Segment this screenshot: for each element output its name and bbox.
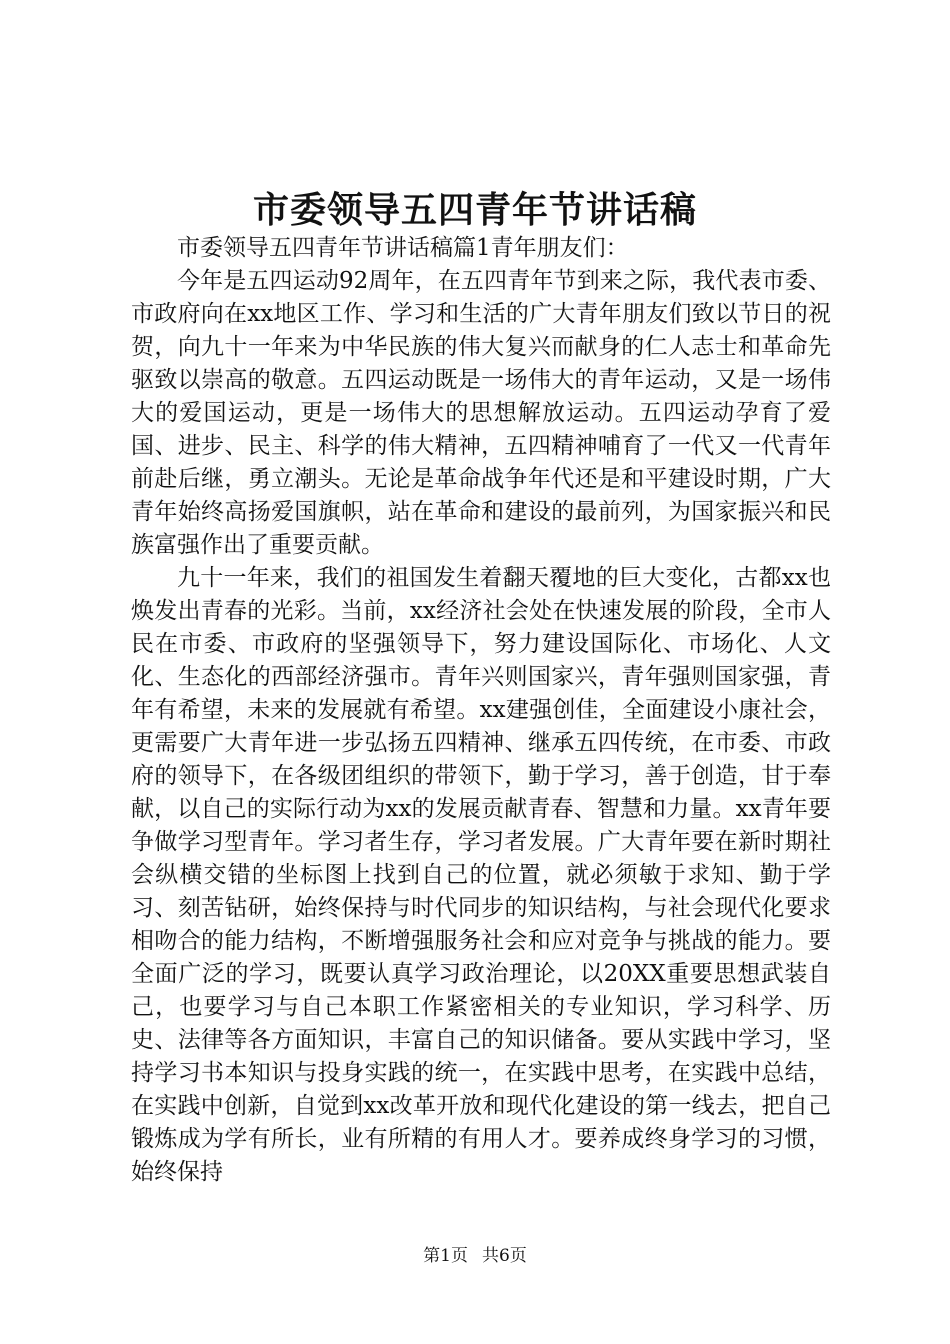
- paragraph-salutation: 市委领导五四青年节讲话稿篇1青年朋友们：: [177, 235, 629, 261]
- page-footer: [0, 1244, 950, 1268]
- document-body: [131, 232, 831, 1189]
- document-title: 市委领导五四青年节讲话稿: [252, 189, 697, 231]
- paragraph-1: 今年是五四运动92周年，在五四青年节到来之际，我代表市委、市政府向在xx地区工作、学习和生活的广大青年朋友们致以节日的祝贺，向九十一年来为中华民族的伟大复兴而献身的仁人志士和革命先驱致以崇高的敬意。五四运动既是一场伟大的青年运动，又是一场伟大的爱国运动，更是一场伟大的思想解放运动。五四运动孕育了爱国、进步、民主、科学的伟大精神，五四精神哺育了一代又一代青年前赴后继，勇立潮头。无论是革命战争年代还是和平建设时期，广大青年始终高扬爱国旗帜，站在革命和建设的最前列，为国家振兴和民族富强作出了重要贡献。: [131, 268, 831, 558]
- page-number-total: 共6页: [482, 1246, 527, 1266]
- paragraph-2: 九十一年来，我们的祖国发生着翻天覆地的巨大变化，古都xx也焕发出青春的光彩。当前，xx经济社会处在快速发展的阶段，全市人民在市委、市政府的坚强领导下，努力建设国际化、市场化、人文化、生态化的西部经济强市。青年兴则国家兴，青年强则国家强，青年有希望，未来的发展就有希望。xx建强创佳，全面建设小康社会，更需要广大青年进一步弘扬五四精神、继承五四传统，在市委、市政府的领导下，在各级团组织的带领下，勤于学习，善于创造，甘于奉献，以自己的实际行动为xx的发展贡献青春、智慧和力量。xx青年要争做学习型青年。学习者生存，学习者发展。广大青年要在新时期社会纵横交错的坐标图上找到自己的位置，就必须敏于求知、勤于学习、刻苦钻研，始终保持与时代同步的知识结构，与社会现代化要求相吻合的能力结构，不断增强服务社会和应对竞争与挑战的能力。要全面广泛的学习，既要认真学习政治理论，以20XX重要思想武装自己，也要学习与自己本职工作紧密相关的专业知识，学习科学、历史、法律等各方面知识，丰富自己的知识储备。要从实践中学习，坚持学习书本知识与投身实践的统一，在实践中思考，在实践中总结，在实践中创新，自觉到xx改革开放和现代化建设的第一线去，把自己锻炼成为学有所长，业有所精的有用人才。要养成终身学习的习惯，始终保持: [131, 565, 831, 1185]
- page-number-current: 第1页: [423, 1246, 468, 1266]
